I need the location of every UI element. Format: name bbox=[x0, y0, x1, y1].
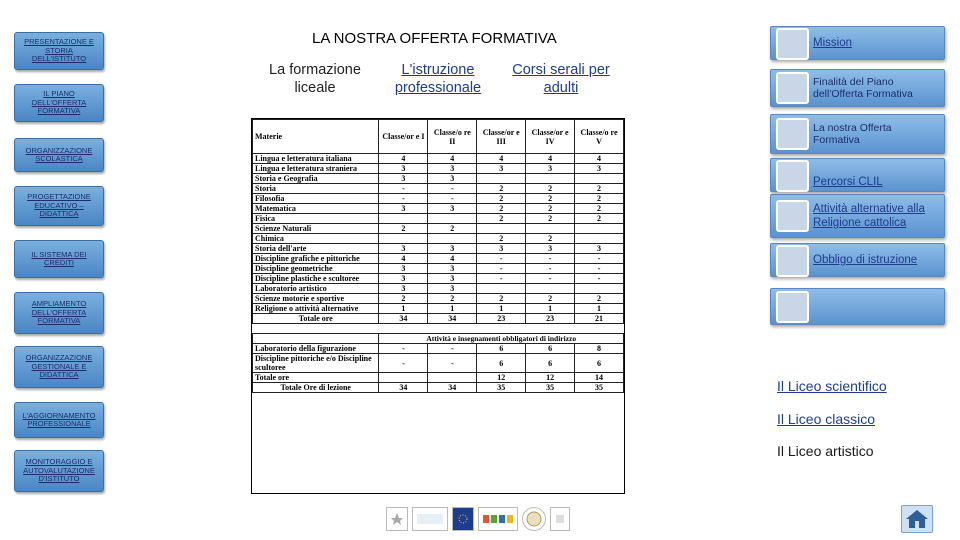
nav-square-icon bbox=[776, 160, 809, 192]
nav-progettazione[interactable]: PROGETTAZIONE EDUCATIVO – DIDATTICA bbox=[14, 186, 104, 226]
cell: 2 bbox=[575, 294, 624, 304]
table-row bbox=[253, 194, 624, 204]
cell bbox=[379, 214, 428, 224]
cell: 2 bbox=[477, 234, 526, 244]
pon-logo bbox=[478, 507, 518, 531]
cell: 34 bbox=[379, 314, 428, 324]
cell: 6 bbox=[526, 344, 575, 354]
right-nav-label: Attività alternative alla Religione cattolica bbox=[813, 203, 925, 229]
cell: 4 bbox=[477, 154, 526, 164]
cell: Totale ore bbox=[253, 314, 379, 324]
cell: 3 bbox=[379, 174, 428, 184]
cell: - bbox=[575, 264, 624, 274]
ministry-logo bbox=[412, 507, 448, 531]
curriculum-table bbox=[252, 119, 624, 393]
right-nav-label: Obbligo di istruzione bbox=[813, 254, 918, 266]
cell: 2 bbox=[575, 194, 624, 204]
italian-republic-logo bbox=[386, 507, 408, 531]
cell: Discipline plastiche e scultoree bbox=[253, 274, 379, 284]
cell: 2 bbox=[575, 214, 624, 224]
nav-presentazione[interactable]: PRESENTAZIONE E STORIA DELL'ISTITUTO bbox=[14, 32, 104, 70]
cell bbox=[526, 284, 575, 294]
cell: 34 bbox=[379, 383, 428, 393]
cell: 2 bbox=[477, 194, 526, 204]
right-nav-mission[interactable] bbox=[770, 26, 945, 60]
cell: 4 bbox=[526, 154, 575, 164]
nav-square-icon bbox=[776, 28, 809, 60]
cell bbox=[253, 334, 379, 344]
cell bbox=[575, 224, 624, 234]
header-classe-2: Classe/o re II bbox=[428, 120, 477, 154]
cell: 1 bbox=[575, 304, 624, 314]
table-row bbox=[253, 184, 624, 194]
cell: 3 bbox=[379, 244, 428, 254]
table-row bbox=[253, 174, 624, 184]
cell: 6 bbox=[575, 354, 624, 373]
cell: 3 bbox=[428, 164, 477, 174]
cell: 3 bbox=[477, 244, 526, 254]
cell: 2 bbox=[575, 204, 624, 214]
cell: Laboratorio artistico bbox=[253, 284, 379, 294]
cell: Storia dell'arte bbox=[253, 244, 379, 254]
cell: 2 bbox=[526, 194, 575, 204]
right-nav-label: Finalità del Piano dell'Offerta Formativa bbox=[813, 76, 913, 100]
cell: Discipline geometriche bbox=[253, 264, 379, 274]
header-classe-1: Classe/or e I bbox=[379, 120, 428, 154]
cell: - bbox=[379, 194, 428, 204]
table-body bbox=[253, 154, 624, 314]
cell: - bbox=[526, 264, 575, 274]
cell: 34 bbox=[428, 314, 477, 324]
cell: Religione o attività alternative bbox=[253, 304, 379, 314]
cell bbox=[526, 224, 575, 234]
cell: Laboratorio della figurazione bbox=[253, 344, 379, 354]
cell: 23 bbox=[477, 314, 526, 324]
right-nav-label: Percorsi CLIL bbox=[813, 176, 883, 188]
nav-square-icon bbox=[776, 291, 809, 323]
cell: 3 bbox=[428, 204, 477, 214]
cell: 1 bbox=[526, 304, 575, 314]
nav-aggiornamento[interactable]: L'AGGIORNAMENTO PROFESSIONALE bbox=[14, 402, 104, 438]
cell: Lingua e letteratura straniera bbox=[253, 164, 379, 174]
cell: 4 bbox=[428, 254, 477, 264]
cell: 4 bbox=[379, 154, 428, 164]
right-nav-label: La nostra Offerta Formativa bbox=[813, 122, 892, 146]
cell: - bbox=[477, 274, 526, 284]
cell: 3 bbox=[428, 274, 477, 284]
table-row bbox=[253, 254, 624, 264]
table-row bbox=[253, 224, 624, 234]
cell bbox=[575, 174, 624, 184]
cell: Chimica bbox=[253, 234, 379, 244]
home-button[interactable] bbox=[901, 505, 933, 533]
cell: Discipline pittoriche e/o Discipline scultoree bbox=[253, 354, 379, 373]
cell: 3 bbox=[575, 164, 624, 174]
cell: - bbox=[477, 264, 526, 274]
table-row bbox=[253, 204, 624, 214]
cell: 2 bbox=[526, 234, 575, 244]
right-nav-offerta[interactable] bbox=[770, 114, 945, 154]
right-nav-obbligo[interactable] bbox=[770, 243, 945, 277]
table-row bbox=[253, 344, 624, 354]
nav-monitoraggio[interactable]: MONITORAGGIO E AUTOVALUTAZIONE D'ISTITUTO bbox=[14, 450, 104, 492]
cell: 1 bbox=[477, 304, 526, 314]
nav-ampliamento[interactable]: AMPLIAMENTO DELL'OFFERTA FORMATIVA bbox=[14, 292, 104, 334]
header-materie: Materie bbox=[253, 120, 379, 154]
cell: 34 bbox=[428, 383, 477, 393]
cell: 21 bbox=[575, 314, 624, 324]
cell: 4 bbox=[428, 154, 477, 164]
indirizzo-header: Attività e insegnamenti obbligatori di indirizzo bbox=[379, 334, 624, 344]
cell: Scienze Naturali bbox=[253, 224, 379, 234]
cell: - bbox=[575, 254, 624, 264]
cell: 14 bbox=[575, 373, 624, 383]
cell: Fisica bbox=[253, 214, 379, 224]
cell bbox=[428, 234, 477, 244]
table-row bbox=[253, 234, 624, 244]
table-row bbox=[253, 214, 624, 224]
cell: 2 bbox=[379, 224, 428, 234]
cell: 2 bbox=[477, 204, 526, 214]
cell: 3 bbox=[428, 174, 477, 184]
table-row-indirizzo-total bbox=[253, 373, 624, 383]
cell: - bbox=[428, 184, 477, 194]
right-nav-finalita[interactable] bbox=[770, 69, 945, 107]
right-nav-alternative[interactable] bbox=[770, 194, 945, 238]
cell: 2 bbox=[477, 184, 526, 194]
cell: 2 bbox=[526, 184, 575, 194]
table-row bbox=[253, 274, 624, 284]
cell: 3 bbox=[526, 244, 575, 254]
cell: - bbox=[379, 354, 428, 373]
cell: 3 bbox=[379, 284, 428, 294]
cell: 3 bbox=[379, 204, 428, 214]
cell: Lingua e letteratura italiana bbox=[253, 154, 379, 164]
table-row bbox=[253, 284, 624, 294]
tab-istruzione-professionale[interactable]: L'istruzione professionale bbox=[394, 62, 482, 96]
cell bbox=[477, 284, 526, 294]
indirizzo-body bbox=[253, 344, 624, 373]
cell bbox=[477, 224, 526, 234]
nav-square-icon bbox=[776, 72, 809, 104]
link-liceo-scientifico[interactable]: Il Liceo scientifico bbox=[777, 378, 887, 394]
cell: 2 bbox=[477, 294, 526, 304]
cell: - bbox=[575, 274, 624, 284]
cell: - bbox=[379, 184, 428, 194]
cell bbox=[526, 174, 575, 184]
label-liceo-artistico: Il Liceo artistico bbox=[777, 443, 874, 459]
nav-square-icon bbox=[776, 245, 809, 277]
table-row-grand-total bbox=[253, 383, 624, 393]
cell: - bbox=[428, 354, 477, 373]
nav-square-icon bbox=[776, 118, 809, 150]
cell: 3 bbox=[428, 264, 477, 274]
cell: 1 bbox=[379, 304, 428, 314]
cell: - bbox=[428, 344, 477, 354]
cell: Scienze motorie e sportive bbox=[253, 294, 379, 304]
cell: - bbox=[477, 254, 526, 264]
cell: 3 bbox=[379, 264, 428, 274]
table-row bbox=[253, 294, 624, 304]
cell: - bbox=[428, 194, 477, 204]
cell bbox=[575, 234, 624, 244]
cell: 3 bbox=[428, 284, 477, 294]
table-row bbox=[253, 154, 624, 164]
cell: 35 bbox=[526, 383, 575, 393]
cell bbox=[477, 174, 526, 184]
link-liceo-classico[interactable]: Il Liceo classico bbox=[777, 411, 876, 427]
school-seal-logo bbox=[522, 507, 546, 531]
cell: 4 bbox=[575, 154, 624, 164]
cell: - bbox=[379, 344, 428, 354]
right-nav-empty[interactable] bbox=[770, 288, 945, 325]
nav-organizzazione-scolastica[interactable]: ORGANIZZAZIONE SCOLASTICA bbox=[14, 138, 104, 172]
cell: 3 bbox=[477, 164, 526, 174]
tab-corsi-serali[interactable]: Corsi serali per adulti bbox=[512, 62, 610, 96]
eu-flag-logo bbox=[452, 507, 474, 531]
table-row bbox=[253, 304, 624, 314]
cell bbox=[428, 214, 477, 224]
cell: 6 bbox=[526, 354, 575, 373]
curriculum-table-image bbox=[251, 118, 625, 494]
cell: 12 bbox=[526, 373, 575, 383]
cell: 23 bbox=[526, 314, 575, 324]
cell: 35 bbox=[477, 383, 526, 393]
nav-piano-offerta[interactable]: IL PIANO DELL'OFFERTA FORMATIVA bbox=[14, 84, 104, 122]
cell bbox=[428, 373, 477, 383]
cell: Totale ore bbox=[253, 373, 379, 383]
cell: - bbox=[526, 274, 575, 284]
cell bbox=[379, 234, 428, 244]
cell: 1 bbox=[428, 304, 477, 314]
header-classe-4: Classe/or e IV bbox=[526, 120, 575, 154]
cell: 8 bbox=[575, 344, 624, 354]
tab-formazione-liceale[interactable]: La formazione liceale bbox=[269, 62, 361, 96]
right-nav-label: Mission bbox=[813, 37, 852, 49]
sponsor-logos bbox=[386, 500, 576, 538]
nav-organizzazione-gestionale[interactable]: ORGANIZZAZIONE GESTIONALE E DIDATTICA bbox=[14, 346, 104, 388]
right-nav-label bbox=[813, 292, 940, 321]
cell: 12 bbox=[477, 373, 526, 383]
cell: Storia bbox=[253, 184, 379, 194]
table-row bbox=[253, 264, 624, 274]
cell: 2 bbox=[428, 294, 477, 304]
cell: - bbox=[526, 254, 575, 264]
cell: 6 bbox=[477, 344, 526, 354]
cell: 3 bbox=[526, 164, 575, 174]
home-icon bbox=[905, 509, 929, 529]
cell: Storia e Geografia bbox=[253, 174, 379, 184]
table-row-total bbox=[253, 314, 624, 324]
nav-square-icon bbox=[776, 200, 809, 232]
right-nav-clil[interactable] bbox=[770, 158, 945, 192]
cell: 2 bbox=[526, 294, 575, 304]
table-row bbox=[253, 244, 624, 254]
cell: 3 bbox=[379, 164, 428, 174]
header-classe-5: Classe/o re V bbox=[575, 120, 624, 154]
table-row bbox=[253, 354, 624, 373]
cell: 6 bbox=[477, 354, 526, 373]
cell: 3 bbox=[379, 274, 428, 284]
cell: Filosofia bbox=[253, 194, 379, 204]
cell bbox=[379, 373, 428, 383]
cell: 3 bbox=[575, 244, 624, 254]
cell bbox=[575, 284, 624, 294]
cell: 2 bbox=[379, 294, 428, 304]
cell: Totale Ore di lezione bbox=[253, 383, 379, 393]
page-title: LA NOSTRA OFFERTA FORMATIVA bbox=[312, 30, 557, 47]
header-classe-3: Classe/or e III bbox=[477, 120, 526, 154]
partner-logo bbox=[550, 507, 570, 531]
cell: 3 bbox=[428, 244, 477, 254]
nav-sistema-crediti[interactable]: IL SISTEMA DEI CREDITI bbox=[14, 240, 104, 278]
cell: 2 bbox=[526, 214, 575, 224]
cell: 2 bbox=[526, 204, 575, 214]
cell: 2 bbox=[575, 184, 624, 194]
table-row bbox=[253, 164, 624, 174]
cell: 2 bbox=[428, 224, 477, 234]
cell: 35 bbox=[575, 383, 624, 393]
cell: 2 bbox=[477, 214, 526, 224]
cell: Discipline grafiche e pittoriche bbox=[253, 254, 379, 264]
cell: 4 bbox=[379, 254, 428, 264]
cell: Matematica bbox=[253, 204, 379, 214]
